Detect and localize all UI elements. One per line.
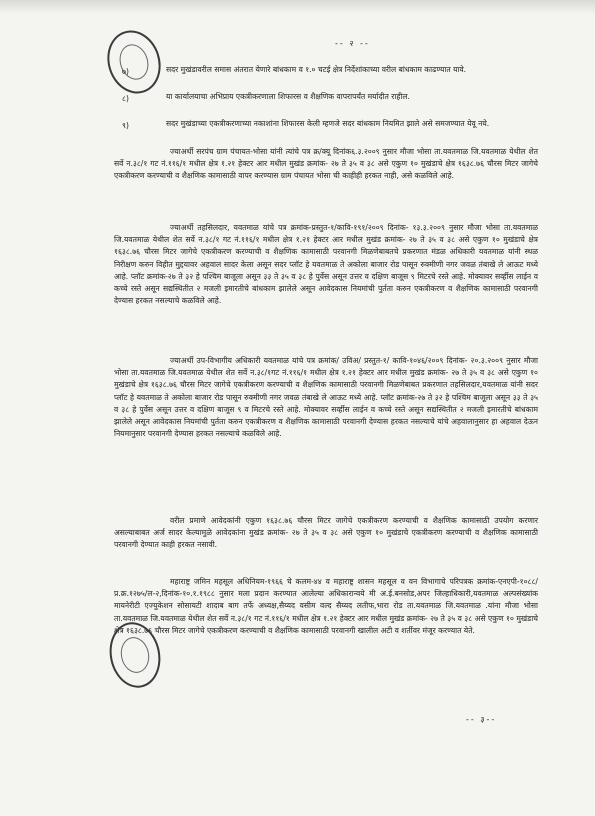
item-number-8: ८) xyxy=(122,94,129,103)
paragraph-applicant-request: वरील प्रमाणे आवेदकांनी एकुण १६३८.७६ चौरस मिटर जागेचे एकत्रीकरण करण्याची व शैक्षणिक कामासाठी उपयोग करणार असल्याबाबत अर्ज सादर केल्यामुळे आवेदकांना मुखंड क्रमांक- २७ ते ३५ व ३८ असे एकुण १० मुखंडाचे एकत्रीकरण करण्याची व शैक्षणिक कामासाठी परवानगी देण्यात काही हरकत नसावी. xyxy=(114,516,538,550)
item-number-7: ७) xyxy=(122,67,129,76)
office-seal-stamp-top xyxy=(99,24,168,101)
item-text-8: या कार्यालयाचा अभिप्राय एकत्रीकरणाला शिफारस व शैक्षणिक वापरापर्यंत मर्यादीत राहील. xyxy=(166,92,410,101)
item-number-9: ९) xyxy=(122,121,129,130)
page-number-top: -- २ -- xyxy=(335,39,370,48)
paragraph-tahsildar: ज्याअर्थी तहसिलदार, यवतमाळ यांचे पत्र क्रमांक-प्रस्तुत-१/कावि-१९१/२००९ दिनांक- १३.३.२००९ नुसार मौजा भोसा ता.यवतमाळ जि.यवतमाळ येथील शेत सर्वे न.३८/१ गट नं.११६/१ मधील क्षेत्र १.२१ हेक्टर आर मधील मुखंड क्रमांक- २७ ते ३५ व ३८ असे एकुण १० मुखंडाचे क्षेत्र १६३८.७६ चौरस मिटर जागेचे एकत्रीकरण करण्याची व शैक्षणिक कामासाठी परवानगी मिळणेबाबतचे प्रकरणात मंडळ अधिकारी यवतमाळ यांनी स्थळ निरीक्षण करुन विहीत मुद्दयावर अहवाल सादर केला असून सदर प्लॉट हे यवतमाळ ते अकोला बाजार रोड पासून रुक्मीणी नगर जवळ तंबाखे ले आऊट मध्ये आहे. प्लॉट क्रमांक-२७ ते ३२ हे पश्चिम बाजूला असून ३३ ते ३५ व ३८ हे पुर्वेस असून उत्तर व दक्षिण बाजूस ९ मिटरचे रस्ते आहे. मोक्यावर सर्व्हीस लाईन व कच्चे रस्ते असून सद्यस्थितीत २ मजली इमारतीचे बांधकाम झालेले असून आवेदकास नियमांची पुर्तता करुन एकत्रीकरण व शैक्षणिक कामासाठी परवानगी देण्यास हरकत नसल्याचे कळविले आहे. xyxy=(114,223,538,306)
item-text-7: सदर मुखंडावरील समास अंतरात येणारे बांधकाम व १.० चटई क्षेत्र निर्देशांकाच्या वरील बांधकाम काढण्यात यावे. xyxy=(166,65,467,74)
paragraph-sub-divisional-officer: ज्याअर्थी उप-विभागीय अधिकारी यवतमाळ यांचे पत्र क्रमांक/ उविअ/ प्रस्तुत-१/ कावि-१०४६/२००९ दिनांक- २०.३.२००९ नुसार मौजा भोसा ता.यवतमाळ जि.यवतमाळ येथील शेत सर्वे न.३८/१गट नं.११६/१ मधील क्षेत्र १.२१ हेक्टर आर मधील मुखंड क्रमांक- २७ ते ३५ व ३८ असे एकुण १० मुखंडाचे क्षेत्र १६३८.७६ चौरस मिटर जागेचे एकत्रीकरण करण्याची व शैक्षणिक कामासाठी परवानगी मिळणेबाबत प्रकरणात तहसिलदार,यवतमाळ यांनी सदर प्लॉट हे यवतमाळ ते अकोला बाजार रोड पासून रुक्मीणी नगर जवळ तंबाखे ले आऊट मध्ये आहे. प्लॉट क्रमांक-२७ ते ३२ हे पश्चिम बाजूला असून ३३ ते ३५ व ३८ हे पुर्वेस असून उत्तर व दक्षिण बाजूस ९ व मिटरचे रस्ते आहे. मोक्यावर सर्व्हीस लाईन व कच्चे रस्ते असून सद्यस्थितीत २ मजली इमारतीचे बांधकाम झालेले असून आवेदकास नियमांची पुर्तता करुन एकत्रीकरण व शैक्षणिक कामासाठी परवानगी देण्यास हरकत नसल्याचे यांचे अहवालानुसार हा अहवाल देऊन नियमानुसार परवानगी देण्यास हरकत नसल्याचे कळविले आहे. xyxy=(114,356,538,439)
paragraph-gram-panchayat: ज्याअर्थी सरपंच ग्राम पंचायत-भोसा यांनी त्यांचे पत्र क्र/क्यू दिनांक६.३.२००९ नुसार मौजा भोसा ता.यवतमाळ जि.यवतमाळ येथील शेत सर्वे न.३८/१ गट नं.११६/१ मधील क्षेत्र १.२१ हेक्टर आर मधील मुखंड क्रमांक- २७ ते ३५ व ३८ असे एकुण १० मुखंडाचे क्षेत्र १६३८.७६ चौरस मिटर जागेचे एकत्रीकरण करण्याची व शैक्षणिक कामासाठी वापर करण्यास ग्राम पंचायत भोसा ची काहीही हरकत नाही, असे कळविले आहे. xyxy=(114,147,538,181)
page-number-bottom: -- ३-- xyxy=(466,715,497,724)
scan-top-edge xyxy=(0,0,595,14)
item-text-9: सदर मुखंडाच्या एकत्रीकरणाच्या नकाशांना शिफारस केली म्हणजे सदर बांधकाम नियमित झाले असे समजण्यात येवू नये. xyxy=(166,119,490,128)
paragraph-order-sanction: महाराष्ट्र जमिन महसूल अधिनियम-१९६६ चे कलम-४४ व महाराष्ट्र शासन महसूल व वन विभागाचे परिपत्रक क्रमांक-एनएपी-१०८८/प्र.क्र.१२७५/ल-२,दिनांक-१०.१.१९८८ नुसार मला प्रदान करण्यात आलेल्या अधिकारान्वये मी अ.ई.बनसोड,अपर जिल्हाधिकारी,यवतमाळ अल्पसंख्यांक मायनेरीटी एज्युकेशन सोसायटी शादाब बाग तर्फे अध्यक्ष,सैय्यद वसीम वल्द सैय्यद लतीफ,भारा रोड ता.यवतमाळ जि.यवतमाळ .यांना मौजा भोसा ता.यवतमाळ जि.यवतमाळ येथील शेत सर्वे न.३८/१ गट नं.११६/१ मधील क्षेत्र १.२१ हेक्टर आर मधील मुखंड क्रमांक- २७ ते ३५ व ३८ असे एकुण १० मुखंडाचे क्षेत्र १६३८.७६ चौरस मिटर जागेचे एकत्रीकरण करण्याची व शैक्षणिक कामासाठी परवानगी खालील अटी व शर्तीवर मंजूर करण्यात येते. xyxy=(114,577,538,635)
